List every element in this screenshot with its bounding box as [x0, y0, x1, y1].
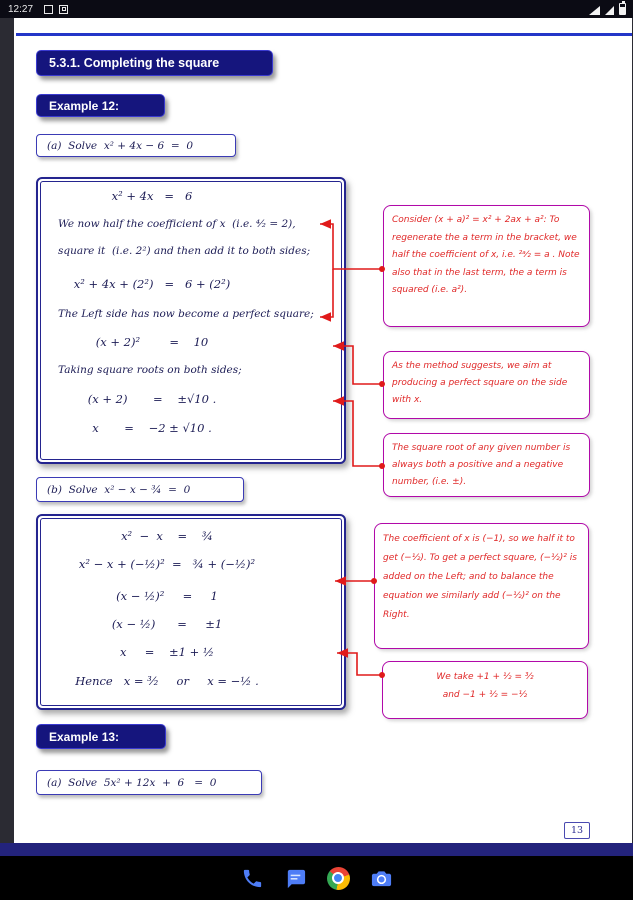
equation-line: (x + 2)² = 10 — [95, 335, 209, 349]
annotation-we-take-note — [382, 661, 588, 719]
equation-line: x = ±1 + ½ — [119, 645, 215, 659]
narration-line: We now half the coefficient of x (i.e. ⁴⁄₂ = 2), — [58, 218, 296, 230]
clock: 12:27 — [8, 3, 34, 15]
section-heading-badge: 5.3.1. Completing the square — [36, 50, 273, 76]
annotation-method-note: As the method suggests, we aim at producing a perfect square on the side with x. — [383, 351, 590, 419]
equation-line: (x + 2) = ±√10 . — [87, 392, 217, 406]
narration-line: Taking square roots on both sides; — [58, 364, 242, 376]
cellular-signal-icon — [605, 6, 614, 15]
annotation-line: We take +1 + ½ = ³⁄₂ — [436, 672, 534, 682]
annotation-coefficient-note: The coefficient of x is (−1), so we half it to get (−½). To get a perfect square, (−½)² is added on the Left; and to balance the equation we similarly add (−½)² on the Right. — [374, 523, 589, 649]
status-bar — [0, 0, 633, 18]
equation-line: x² + 4x + (2²) = 6 + (2²) — [73, 277, 231, 291]
page-top-rule — [16, 33, 632, 36]
example-12-badge: Example 12: — [36, 94, 165, 117]
equation-line: x² − x = ¾ — [121, 529, 213, 543]
problem-b-label: (b) Solve x² − x − ¾ = 0 — [36, 477, 244, 502]
screenshot-notification-icon — [59, 5, 68, 14]
problem-a-label: (a) Solve x² + 4x − 6 = 0 — [36, 134, 236, 157]
annotation-square-root-note: The square root of any given number is always both a positive and a negative number, (i.e. ±). — [383, 433, 590, 497]
notification-app-icon — [44, 5, 53, 14]
camera-icon[interactable] — [370, 867, 393, 890]
equation-line: x² + 4x = 6 — [111, 189, 193, 203]
example-13-badge: Example 13: — [36, 724, 166, 749]
document-viewer[interactable] — [0, 18, 633, 856]
annotation-line: and −1 + ½ = −½ — [442, 690, 528, 700]
equation-line: x = −2 ± √10 . — [92, 421, 212, 435]
equation-line: x² − x + (−½)² = ¾ + (−½)² — [78, 557, 256, 571]
worked-solution-box-a — [36, 177, 346, 464]
messages-icon[interactable] — [284, 867, 307, 890]
chrome-icon[interactable] — [327, 867, 350, 890]
example-13-problem-a-label: (a) Solve 5x² + 12x + 6 = 0 — [36, 770, 262, 795]
page-number-badge: 13 — [564, 822, 590, 839]
page-bottom-band — [0, 843, 633, 856]
equation-line: (x − ½)² = 1 — [116, 589, 218, 603]
narration-line: square it (i.e. 2²) and then add it to both sides; — [58, 245, 311, 257]
annotation-expansion-note: Consider (x + a)² = x² + 2ax + a²: To regenerate the a term in the bracket, we half the coefficient of x, i.e. ²ᵃ⁄₂ = a . Note also that in the last term, the a term is squared (i.e. a²). — [383, 205, 590, 327]
phone-icon[interactable] — [241, 867, 264, 890]
worked-solution-box-b — [36, 514, 346, 710]
equation-line: Hence x = ³⁄₂ or x = −½ . — [75, 674, 259, 688]
status-indicators — [589, 3, 626, 15]
app-dock — [0, 856, 633, 900]
pdf-page — [14, 18, 632, 844]
battery-icon — [619, 3, 626, 15]
narration-line: The Left side has now become a perfect square; — [58, 308, 314, 320]
equation-line: (x − ½) = ±1 — [111, 617, 223, 631]
wifi-icon — [589, 6, 600, 15]
